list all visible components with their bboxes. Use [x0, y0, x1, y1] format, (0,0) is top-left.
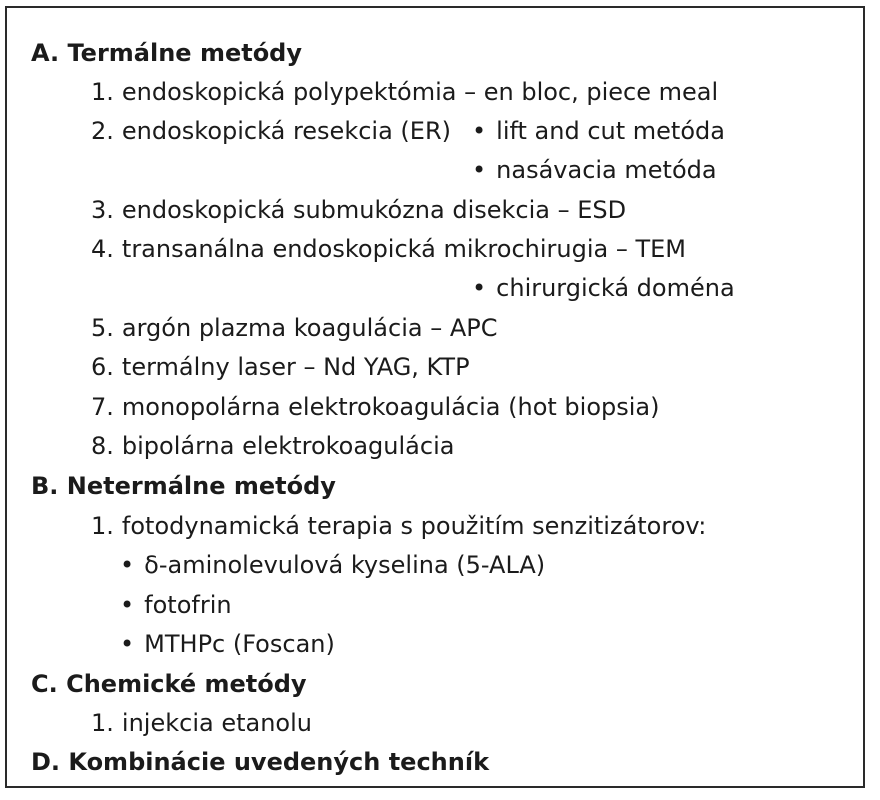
bullet-icon: • — [472, 274, 487, 302]
item-text: transanálna endoskopická mikrochirugia – TEM — [121, 235, 686, 263]
list-item — [91, 77, 718, 107]
bullet-icon: • — [472, 117, 487, 145]
item-text: fotodynamická terapia s použitím senzitizátorov: — [121, 512, 707, 540]
list-item — [91, 511, 706, 541]
sub-item-text: MTHPc (Foscan) — [144, 630, 335, 658]
item-text: bipolárna elektrokoagulácia — [121, 432, 455, 460]
table-frame — [5, 6, 865, 788]
sub-item-text: chirurgická doména — [496, 274, 735, 302]
sub-bullet-item — [120, 629, 335, 659]
item-number: 2. — [91, 117, 114, 145]
item-number: 6. — [91, 353, 114, 381]
list-item — [91, 234, 686, 264]
item-text: endoskopická resekcia (ER) — [121, 117, 451, 145]
sub-item-text: lift and cut metóda — [496, 117, 725, 145]
list-item — [91, 392, 660, 422]
sub-bullet-item — [472, 116, 725, 146]
item-text: termálny laser – Nd YAG, KTP — [121, 353, 470, 381]
item-number: 1. — [91, 512, 114, 540]
list-item — [91, 708, 312, 738]
section-heading-d: D. Kombinácie uvedených techník — [31, 748, 490, 776]
bullet-icon: • — [120, 551, 135, 579]
item-text: monopolárna elektrokoagulácia (hot biopsia) — [121, 393, 660, 421]
list-item — [91, 313, 497, 343]
sub-bullet-item — [120, 550, 545, 580]
item-number: 7. — [91, 393, 114, 421]
item-number: 8. — [91, 432, 114, 460]
item-text: argón plazma koagulácia – APC — [121, 314, 498, 342]
item-text: injekcia etanolu — [121, 709, 312, 737]
item-number: 3. — [91, 196, 114, 224]
item-number: 1. — [91, 78, 114, 106]
item-number: 1. — [91, 709, 114, 737]
bullet-icon: • — [120, 591, 135, 619]
item-text: endoskopická submukózna disekcia – ESD — [121, 196, 627, 224]
bullet-icon: • — [472, 156, 487, 184]
sub-bullet-item — [472, 273, 735, 303]
item-text: endoskopická polypektómia – en bloc, piece meal — [121, 78, 719, 106]
list-item — [91, 195, 626, 225]
list-item — [91, 352, 470, 382]
sub-bullet-item — [120, 590, 232, 620]
sub-item-text: nasávacia metóda — [496, 156, 717, 184]
section-heading-b: B. Netermálne metódy — [31, 472, 336, 500]
sub-item-text: fotofrin — [144, 591, 232, 619]
list-item — [91, 431, 454, 461]
section-heading-c: C. Chemické metódy — [31, 670, 307, 698]
list-item — [91, 116, 451, 146]
bullet-icon: • — [120, 630, 135, 658]
item-number: 5. — [91, 314, 114, 342]
section-heading-a: A. Termálne metódy — [31, 39, 303, 67]
item-number: 4. — [91, 235, 114, 263]
sub-bullet-item — [472, 155, 717, 185]
sub-item-text: δ-aminolevulová kyselina (5-ALA) — [144, 551, 546, 579]
